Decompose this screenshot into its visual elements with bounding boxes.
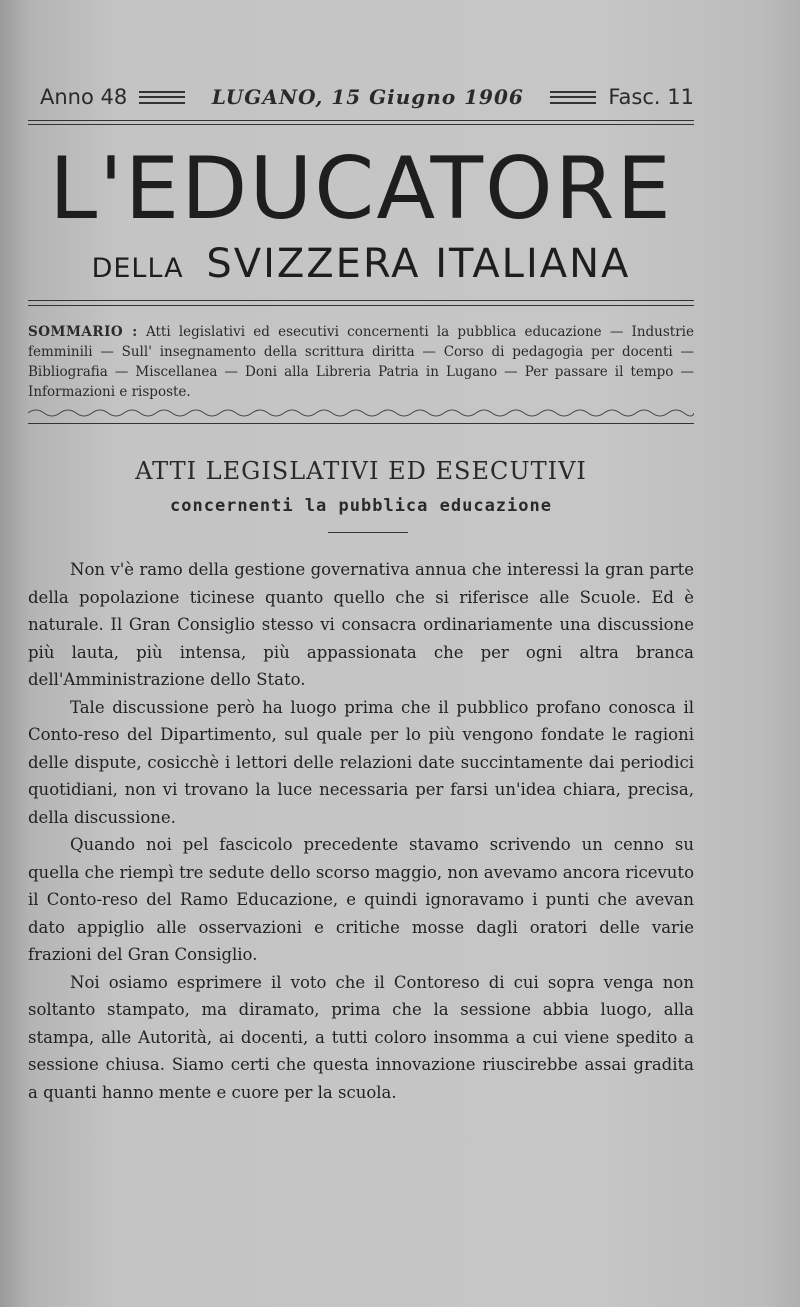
place-date: LUGANO, 15 Giugno 1906 [211, 85, 524, 109]
masthead-subtitle [28, 241, 694, 287]
issue-header [28, 82, 694, 112]
paragraph: Non v'è ramo della gestione governativa annua che interessi la gran parte della popolazione ticinese quanto quello che si riferisce alle Scuole. Ed è naturale. Il Gran Consiglio stesso vi consacra ordinariamente una discussione più lauta, più intensa, più appassionata che per ogni altra branca dell'Amministrazione dello Stato. [28, 560, 694, 689]
sommario-text: Atti legislativi ed esecutivi concernenti la pubblica educazione — Industrie femminili — Sull' insegnamento della scrittura diritta — Corso di pedagogia per docenti — Bibliografia — Miscellanea — Doni alla Libreria Patria in Lugano — Per passare il tempo — Informazioni e risposte. [28, 324, 694, 400]
paragraph: Noi osiamo esprimere il voto che il Contoreso di cui sopra venga non soltanto stampato, ma diramato, prima che la sessione abbia luogo, alla stampa, alle Autorità, ai docenti, a tutti coloro insomma a cui viene spedito a sessione chiusa. Siamo certi che questa innovazione riuscirebbe assai gradita a quanti hanno mente e cuore per la scuola. [28, 972, 694, 1102]
masthead-rule-top [28, 300, 694, 301]
header-rule-bottom [28, 124, 694, 125]
header-rule-top [28, 120, 694, 121]
masthead-title: L'EDUCATORE [49, 139, 673, 239]
article-subtitle: concernenti la pubblica educazione [170, 496, 552, 516]
article-title: ATTI LEGISLATIVI ED ESECUTIVI [135, 457, 587, 485]
header-ornament-left [139, 91, 185, 104]
issue-number: Fasc. 11 [608, 85, 694, 109]
masthead-subtitle-text: SVIZZERA ITALIANA [206, 241, 631, 287]
table-of-contents [28, 322, 694, 402]
paragraph: Quando noi pel fascicolo precedente stavamo scrivendo un cenno su quella che riempì tre sedute dello scorso maggio, non avevamo ancora ricevuto il Conto-reso del Ramo Educazione, e quindi ignoravamo i punti che avevan dato appiglio alle osservazioni e critiche mosse dagli oratori delle varie frazioni del Gran Consiglio. [28, 835, 694, 964]
masthead-subtitle-prefix: DELLA [91, 253, 184, 284]
article-title-rule [328, 532, 408, 533]
sommario-rule [28, 423, 694, 424]
header-ornament-right [550, 91, 596, 104]
article-body [28, 556, 694, 1106]
masthead-rule-bottom [28, 305, 694, 306]
volume-number: Anno 48 [40, 85, 128, 109]
sommario-label: SOMMARIO : [28, 324, 138, 340]
wavy-divider [28, 406, 694, 420]
paragraph: Tale discussione però ha luogo prima che il pubblico profano conosca il Conto-reso del Dipartimento, sul quale per lo più vengono fondate le ragioni delle dispute, cosicchè i lettori delle relazioni date succintamente dai periodici quotidiani, non vi trovano la luce necessaria per farsi un'idea chiara, precisa, della discussione. [28, 697, 694, 827]
